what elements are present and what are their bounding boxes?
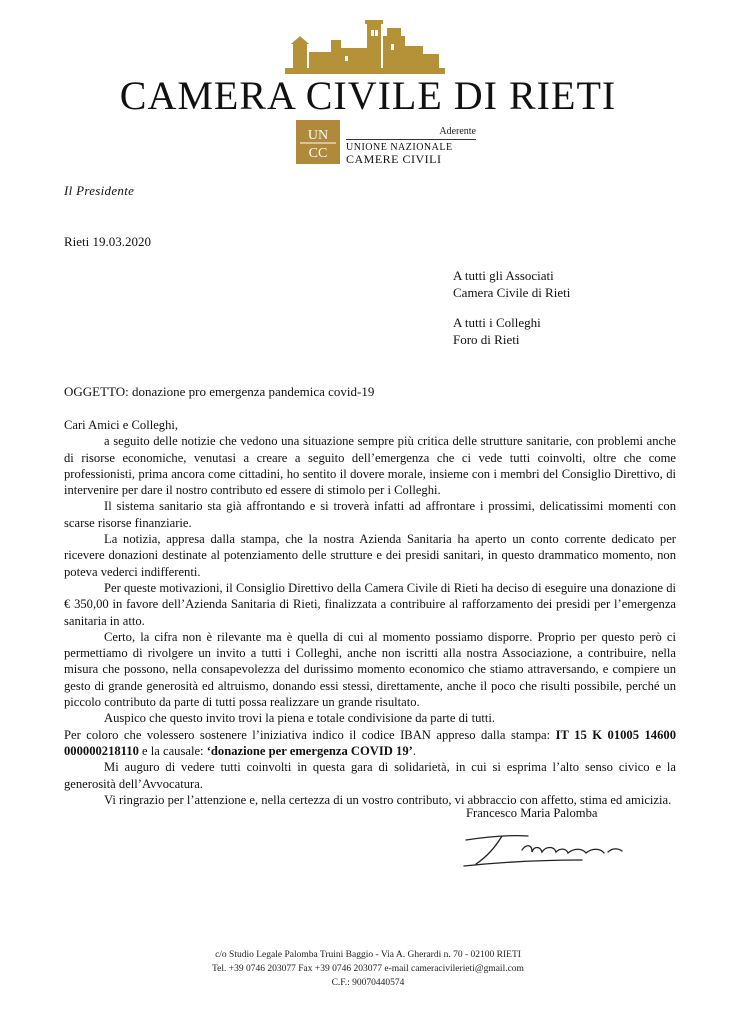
recipient-group-colleagues bbox=[453, 314, 541, 348]
uncc-logo bbox=[296, 120, 340, 164]
iban-intro: Per coloro che volessero sostenere l’iniziativa indico il codice IBAN appreso dalla stampa: bbox=[64, 727, 556, 742]
body-paragraph: a seguito delle notizie che vedono una situazione sempre più critica delle strutture sanitarie, con problemi anche di risorse economiche, venutasi a creare a seguito dell’emergenza che ci vede tutti coinvolti, oltre che come professionisti, prima ancora come cittadini, ho sentito il dovere morale, insieme con i membri del Consiglio Direttivo, di intervenire per dare il nostro contributo ed essere di stimolo per i Colleghi. bbox=[64, 434, 676, 498]
recipient-line: Foro di Rieti bbox=[453, 332, 520, 347]
footer-contacts: Tel. +39 0746 203077 Fax +39 0746 203077 e-mail cameracivilerieti@gmail.com bbox=[212, 964, 524, 974]
iban-mid: e la causale: bbox=[138, 743, 207, 758]
body-paragraph: Per queste motivazioni, il Consiglio Direttivo della Camera Civile di Rieti ha deciso di eseguire una donazione di € 350,00 in favore dell’Azienda Sanitaria di Rieti, finalizzata a contribuire al rafforzamento dei presidi per l’emergenza sanitaria in atto. bbox=[64, 580, 676, 628]
president-label: Il Presidente bbox=[64, 183, 135, 198]
uncc-logo-text-top: UN bbox=[307, 128, 329, 143]
recipient-group-associates bbox=[453, 267, 570, 301]
adherent-label: Aderente bbox=[439, 126, 476, 137]
footer-address: c/o Studio Legale Palomba Truini Baggio - Via A. Gherardi n. 70 - 02100 RIETI bbox=[215, 950, 521, 960]
handwritten-signature bbox=[462, 826, 632, 870]
body-paragraph: Vi ringrazio per l’attenzione e, nella certezza di un vostro contributo, vi abbraccio con affetto, stima ed amicizia. bbox=[104, 792, 672, 807]
uncc-logo-mark bbox=[296, 120, 340, 164]
footer-tax-code: C.F.: 90070440574 bbox=[331, 978, 405, 988]
recipient-line: A tutti i Colleghi bbox=[453, 315, 541, 330]
iban-end: . bbox=[412, 743, 416, 758]
greeting: Cari Amici e Colleghi, bbox=[64, 418, 179, 432]
iban-paragraph bbox=[64, 727, 676, 760]
letter-subject: OGGETTO: donazione pro emergenza pandemica covid-19 bbox=[64, 384, 375, 399]
uncc-logo-text-bottom: CC bbox=[308, 146, 328, 161]
body-paragraph: Certo, la cifra non è rilevante ma è quella di cui al momento possiamo disporre. Proprio per questo però ci permettiamo di rivolgere un invito a tutti i Colleghi, anche non iscritti alla nostra Associazione, a contribuire, nella misura che possono, nella consapevolezza del durissimo momento economico che stiamo attraversando, e compiere un gesto di grande generosità ed altruismo, donando essi stessi, direttamente, anche il poco che risulti possibile, perché un piccolo contributo da parte di tutti possa realizzare un grande risultato. bbox=[64, 629, 676, 710]
recipient-line: A tutti gli Associati bbox=[453, 268, 554, 283]
letter-footer bbox=[0, 948, 736, 990]
org-title: CAMERA CIVILE DI RIETI bbox=[119, 73, 617, 118]
body-paragraph: La notizia, appresa dalla stampa, che la nostra Azienda Sanitaria ha aperto un conto corrente dedicato per ricevere donazioni destinate al potenziamento delle strutture e dei presidi sanitari, in questo drammatico momento, non poteva vederci indifferenti. bbox=[64, 532, 676, 579]
body-paragraph: Mi auguro di vedere tutti coinvolti in questa gara di solidarietà, in cui si esprima l’alto senso civico e la generosità dell’Avvocatura. bbox=[64, 760, 676, 791]
union-name-line2: CAMERE CIVILI bbox=[346, 152, 442, 166]
signer-name: Francesco Maria Palomba bbox=[466, 806, 598, 820]
letter-date: Rieti 19.03.2020 bbox=[64, 234, 152, 249]
adherent-divider bbox=[346, 139, 476, 140]
union-name-line1: UNIONE NAZIONALE bbox=[346, 142, 453, 153]
recipient-line: Camera Civile di Rieti bbox=[453, 285, 571, 300]
adherent-block bbox=[346, 126, 476, 166]
body-paragraph: Auspico che questo invito trovi la piena e totale condivisione da parte di tutti. bbox=[104, 711, 496, 726]
letter-body bbox=[64, 417, 676, 808]
donation-causale: ‘donazione per emergenza COVID 19’ bbox=[206, 743, 413, 758]
body-paragraph: Il sistema sanitario sta già affrontando e si troverà infatti ad affrontare i prossimi, delicatissimi momenti con scarse risorse finanziarie. bbox=[64, 499, 676, 530]
iban-code: IT 15 K 01005 14600 000000218110 bbox=[64, 727, 676, 758]
city-skyline-logo bbox=[285, 14, 445, 74]
